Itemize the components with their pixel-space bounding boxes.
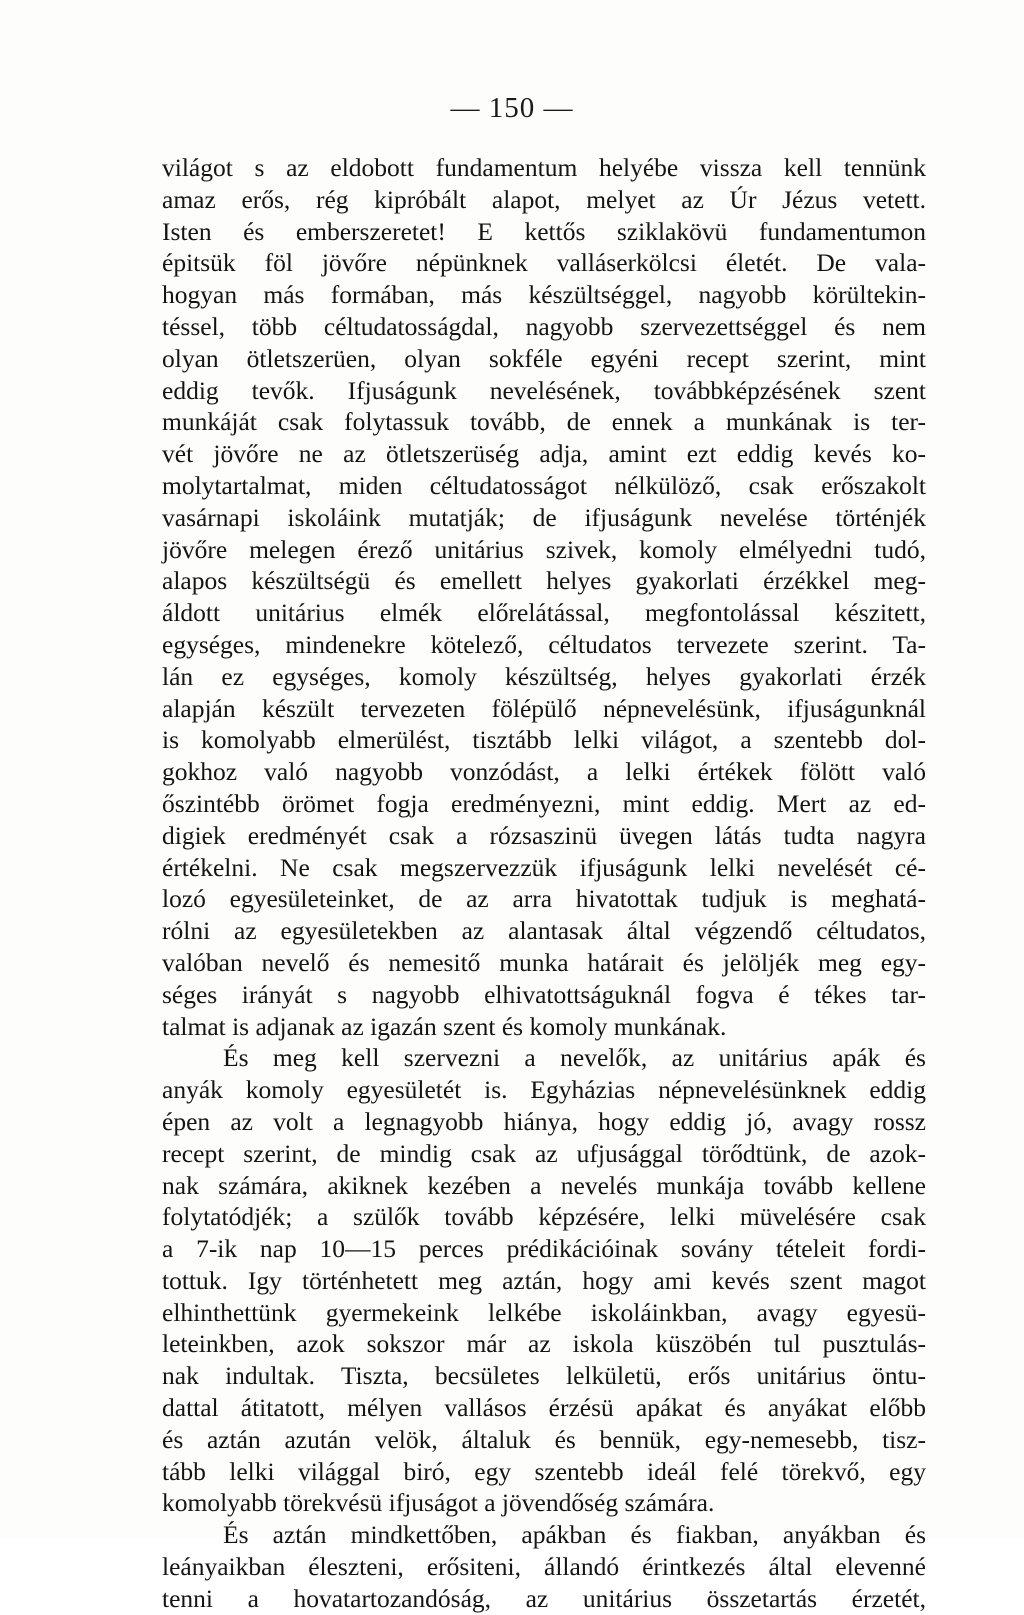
text-line: lán ez egységes, komoly készültség, helyes gyakorlati érzék bbox=[162, 661, 926, 691]
text-line: amaz erős, rég kipróbált alapot, melyet az Úr Jézus vetett. bbox=[162, 184, 926, 214]
text-line: rólni az egyesületekben az alantasak által végzendő céltudatos, bbox=[162, 916, 926, 946]
text-line: digiek eredményét csak a rózsaszinü üvegen látás tudta nagyra bbox=[162, 820, 926, 850]
text-line: őszintébb örömet fogja eredményezni, mint eddig. Mert az ed- bbox=[162, 788, 926, 818]
text-line: hogyan más formában, más készültséggel, nagyobb körültekin- bbox=[162, 280, 926, 310]
text-line: elhinthettünk gyermekeink lelkébe iskoláinkban, avagy egyesü- bbox=[162, 1297, 926, 1327]
text-line: és aztán azután velök, általuk és bennük, egy-nemesebb, tisz- bbox=[162, 1424, 926, 1454]
text-line: áldott unitárius elmék előrelátással, megfontolással készitett, bbox=[162, 598, 926, 628]
text-line: komolyabb törekvésü ifjuságot a jövendőség számára. bbox=[162, 1488, 715, 1518]
text-line: értékelni. Ne csak megszervezzük ifjuságunk lelki nevelését cé- bbox=[162, 852, 926, 882]
text-line: vasárnapi iskoláink mutatják; de ifjuságunk nevelése történjék bbox=[162, 502, 926, 532]
text-line: tább lelki világgal biró, egy szentebb ideál felé törekvő, egy bbox=[162, 1456, 926, 1486]
text-line: téssel, több céltudatosságdal, nagyobb szervezettséggel és nem bbox=[162, 311, 926, 341]
text-line: alapján készült tervezeten fölépülő népnevelésünk, ifjuságunknál bbox=[162, 693, 926, 723]
text-line: recept szerint, de mindig csak az ufjusággal törődtünk, de azok- bbox=[162, 1138, 926, 1168]
text-line: a 7-ik nap 10—15 perces prédikációinak sovány tételeit fordi- bbox=[162, 1234, 926, 1264]
text-line: nak indultak. Tiszta, becsületes lelkületü, erős unitárius öntu- bbox=[162, 1361, 926, 1391]
text-line: valóban nevelő és nemesitő munka határait és jelöljék meg egy- bbox=[162, 947, 926, 977]
text-line: épen az volt a legnagyobb hiánya, hogy eddig jó, avagy rossz bbox=[162, 1106, 926, 1136]
text-line: tottuk. Igy történhetett meg aztán, hogy ami kevés szent magot bbox=[162, 1265, 926, 1295]
text-line: anyák komoly egyesületét is. Egyházias népnevelésünknek eddig bbox=[162, 1075, 926, 1105]
text-line: eddig tevők. Ifjuságunk nevelésének, továbbképzésének szent bbox=[162, 375, 926, 405]
text-line: munkáját csak folytassuk tovább, de ennek a munkának is ter- bbox=[162, 407, 926, 437]
text-line: folytatódjék; a szülők tovább képzésére, lelki müvelésére csak bbox=[162, 1202, 926, 1232]
text-line: jövőre melegen érező unitárius szivek, komoly elmélyedni tudó, bbox=[162, 534, 926, 564]
text-line: talmat is adjanak az igazán szent és komoly munkának. bbox=[162, 1011, 727, 1041]
text-line: épitsük föl jövőre népünknek valláserkölcsi életét. De vala- bbox=[162, 248, 926, 278]
text-line: nak számára, akiknek kezében a nevelés munkája tovább kellene bbox=[162, 1170, 926, 1200]
text-line: egységes, mindenekre kötelező, céltudatos tervezete szerint. Ta- bbox=[162, 629, 926, 659]
text-line: lozó egyesületeinket, de az arra hivatottak tudjuk is meghatá- bbox=[162, 884, 926, 914]
text-line: molytartalmat, miden céltudatosságot nélkülöző, csak erőszakolt bbox=[162, 470, 926, 500]
text-line: És meg kell szervezni a nevelők, az unitárius apák és bbox=[223, 1043, 926, 1073]
text-line: vét jövőre ne az ötletszerüség adja, amint ezt eddig kevés ko- bbox=[162, 439, 926, 469]
page-number: — 150 — bbox=[450, 92, 574, 124]
text-line: És aztán mindkettőben, apákban és fiakban, anyákban és bbox=[223, 1520, 926, 1550]
text-line: leteinkben, azok sokszor már az iskola küszöbén tul pusztulás- bbox=[162, 1329, 926, 1359]
text-line: is komolyabb elmerülést, tisztább lelki világot, a szentebb dol- bbox=[162, 725, 926, 755]
text-line: világot s az eldobott fundamentum helyébe vissza kell tennünk bbox=[162, 153, 926, 182]
text-line: dattal átitatott, mélyen vallásos érzésü apákat és anyákat előbb bbox=[162, 1393, 926, 1423]
text-line: séges irányát s nagyobb elhivatottságuknál fogva é tékes tar- bbox=[162, 979, 926, 1009]
text-line: Isten és emberszeretet! E kettős sziklakövü fundamentumon bbox=[162, 216, 926, 246]
text-line: olyan ötletszerüen, olyan sokféle egyéni recept szerint, mint bbox=[162, 343, 926, 373]
text-line: alapos készültségü és emellett helyes gyakorlati érzékkel meg- bbox=[162, 566, 926, 596]
text-line: leányaikban éleszteni, erősiteni, állandó érintkezés által elevenné bbox=[162, 1552, 926, 1582]
body-text bbox=[162, 152, 926, 1615]
text-line: tenni a hovatartozandóság, az unitárius összetartás érzetét, bbox=[162, 1583, 926, 1613]
text-line: gokhoz való nagyobb vonzódást, a lelki értékek fölött való bbox=[162, 757, 926, 787]
